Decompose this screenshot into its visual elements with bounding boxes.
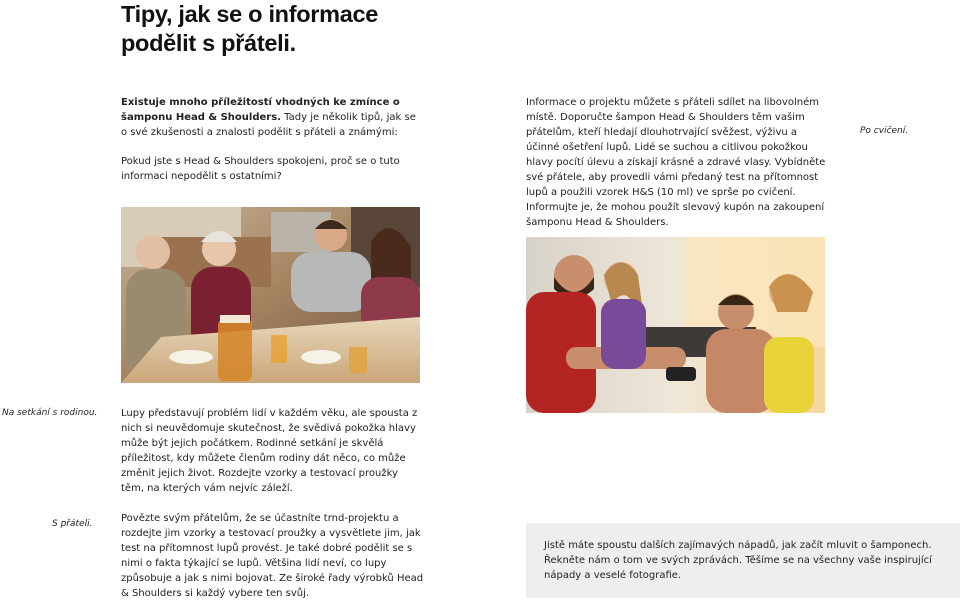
family-dinner-photo (121, 207, 420, 383)
gym-text: Informace o projektu můžete s přáteli sdílet na libovolném místě. Doporučte šampon Head & Shoulders těm vašim přátelům, kteří hledají dlouhotrvající svěžest, výživu a účinné ošetření lupů. Lidé se suchou a citlivou pokožkou hlavy pocítí úlevu a získají krásné a zdravé vlasy. Vybídněte své přátele, aby provedli vámi předaný test na přítomnost lupů a použili vzorek H&S (10 ml) ve sprše po cvičení. Informujte je, že mohou použít slevový kupón na zakoupení šamponu Head & Shoulders. (526, 97, 826, 228)
intro-rest: Tady je několik tipů, jak se o své zkušenosti a znalosti podělit s přáteli a známými: (121, 112, 416, 138)
friends-caption: S přáteli. (52, 519, 93, 529)
intro-paragraph-2: Pokud jste s Head & Shoulders spokojeni, proč se o tuto informaci nepodělit s ostatními? (121, 156, 400, 182)
gym-friends-photo (526, 237, 825, 413)
page-title: Tipy, jak se o informace podělit s přáteli. (121, 1, 379, 56)
family-text: Lupy představují problém lidí v každém věku, ale spousta z nich si neuvědomuje skutečnost, že svědivá pokožka hlavy může být jejich počátkem. Rodinné setkání je skvělá příležitost, kdy můžete členům rodiny dát něco, co může změnit jejich život. Rozdejte vzorky a testovací proužky těm, na kterých vám nejvíc záleží. (121, 408, 418, 494)
gym-caption: Po cvičení. (860, 126, 909, 136)
intro-paragraph-1 (121, 95, 421, 140)
friends-text: Povězte svým přátelům, že se účastníte trnd-projektu a rozdejte jim vzorky a testovací proužky a vysvětlete jim, jak test na přítomnost lupů provést. Je také dobré podělit se s nimi o fakta týkající se lupů. Většina lidí neví, co lupy způsobuje a jak s nimi bojovat. Ze široké řady výrobků Head & Shoulders si každý vybere ten svůj. (121, 513, 424, 599)
family-caption: Na setkání s rodinou. (2, 408, 98, 418)
intro-bold: Existuje mnoho příležitostí vhodných ke zmínce o šamponu Head & Shoulders. (121, 97, 400, 123)
tip-box-text: Jistě máte spoustu dalších zajímavých nápadů, jak začít mluvit o šamponech. Řekněte nám o tom ve svých zprávách. Těšíme se na všechny vaše inspirující nápady a veselé fotografie. (544, 540, 932, 581)
